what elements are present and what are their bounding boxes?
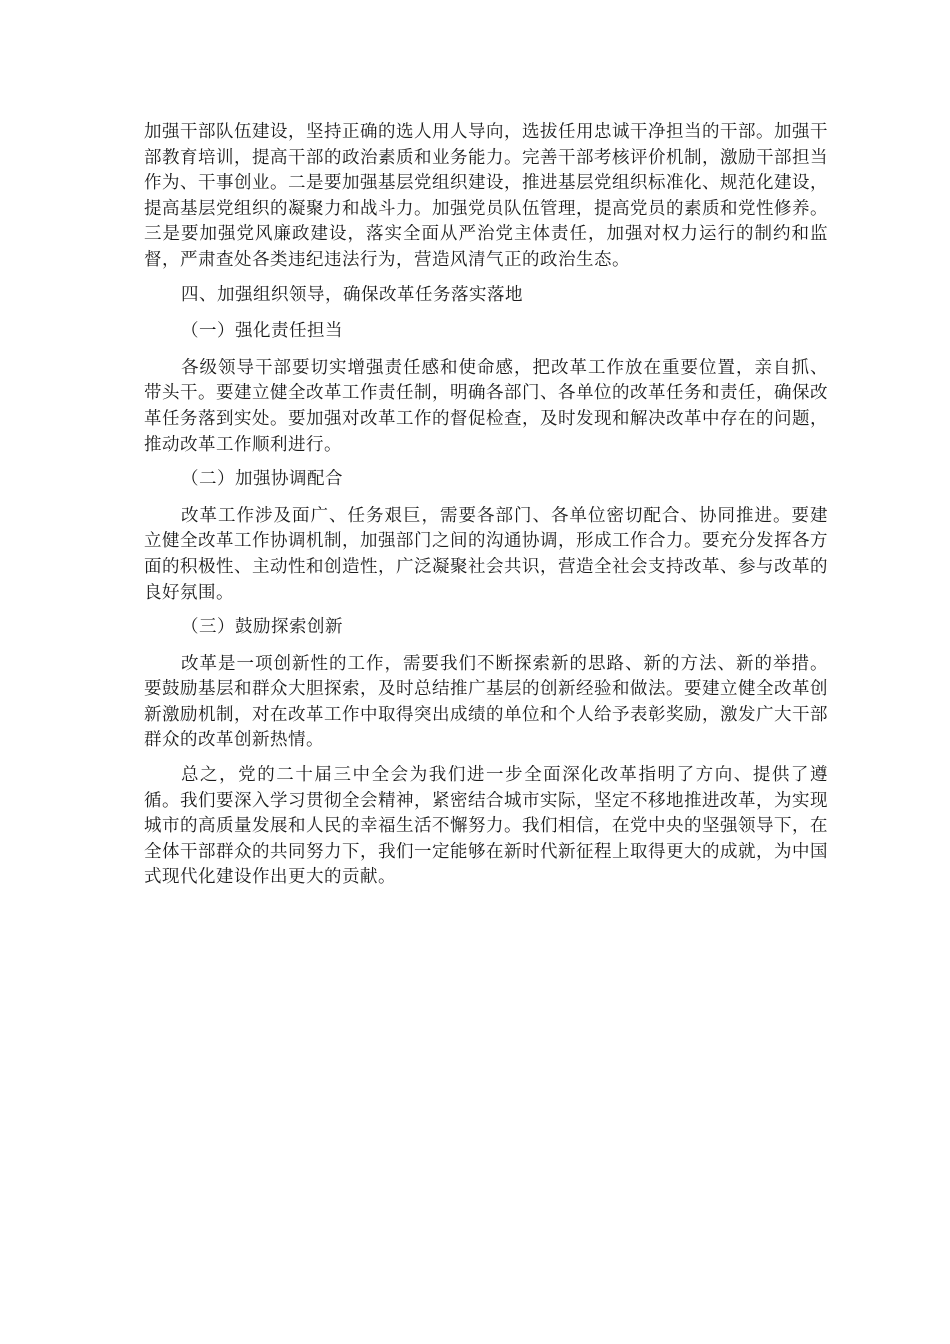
- paragraph-conclusion: 总之，党的二十届三中全会为我们进一步全面深化改革指明了方向、提供了遵循。我们要深入学习贯彻全会精神，紧密结合城市实际，坚定不移地推进改革，为实现城市的高质量发展和人民的幸福生活不懈努力。我们相信，在党中央的坚强领导下，在全体干部群众的共同努力下，我们一定能够在新时代新征程上取得更大的成就，为中国式现代化建设作出更大的贡献。: [144, 765, 828, 888]
- subheading-coordination: （二）加强协调配合: [181, 469, 343, 490]
- document-body: [144, 120, 828, 900]
- paragraph-responsibility: 各级领导干部要切实增强责任感和使命感，把改革工作放在重要位置，亲自抓、带头干。要建立健全改革工作责任制，明确各部门、各单位的改革任务和责任，确保改革任务落到实处。要加强对改革工作的督促检查，及时发现和解决改革中存在的问题，推动改革工作顺利进行。: [144, 357, 828, 455]
- section-heading-organization-leadership: 四、加强组织领导，确保改革任务落实落地: [181, 284, 523, 305]
- subheading-responsibility: （一）强化责任担当: [181, 321, 343, 342]
- paragraph-coordination: 改革工作涉及面广、任务艰巨，需要各部门、各单位密切配合、协同推进。要建立健全改革工作协调机制，加强部门之间的沟通协调，形成工作合力。要充分发挥各方面的积极性、主动性和创造性，广泛凝聚社会共识，营造全社会支持改革、参与改革的良好氛围。: [144, 505, 828, 603]
- paragraph-party-building: 加强干部队伍建设，坚持正确的选人用人导向，选拔任用忠诚干净担当的干部。加强干部教育培训，提高干部的政治素质和业务能力。完善干部考核评价机制，激励干部担当作为、干事创业。二是要加强基层党组织建设，推进基层党组织标准化、规范化建设，提高基层党组织的凝聚力和战斗力。加强党员队伍管理，提高党员的素质和党性修养。三是要加强党风廉政建设，落实全面从严治党主体责任，加强对权力运行的制约和监督，严肃查处各类违纪违法行为，营造风清气正的政治生态。: [144, 122, 828, 270]
- subheading-innovation: （三）鼓励探索创新: [181, 617, 343, 638]
- paragraph-innovation: 改革是一项创新性的工作，需要我们不断探索新的思路、新的方法、新的举措。要鼓励基层和群众大胆探索，及时总结推广基层的创新经验和做法。要建立健全改革创新激励机制，对在改革工作中取得突出成绩的单位和个人给予表彰奖励，激发广大干部群众的改革创新热情。: [144, 653, 828, 751]
